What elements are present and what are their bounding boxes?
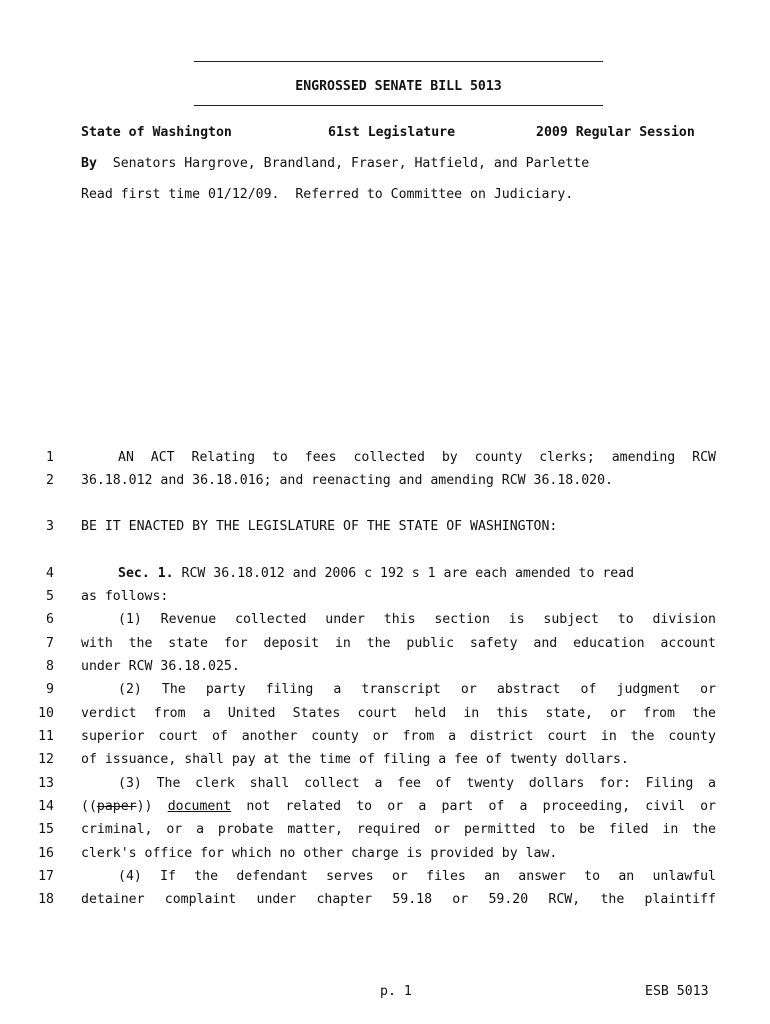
bill-line: (2) The party filing a transcript or abstract of judgment or <box>118 682 716 697</box>
inserted-text: document <box>167 799 232 814</box>
bill-line: of issuance, shall pay at the time of filing a fee of twenty dollars. <box>81 752 629 767</box>
line-number: 2 <box>46 473 54 488</box>
bill-line: AN ACT Relating to fees collected by county clerks; amending RCW <box>118 450 716 465</box>
line-number: 5 <box>46 589 54 604</box>
top-rule <box>194 61 603 62</box>
by-label: By <box>81 156 97 171</box>
line-number: 13 <box>38 776 54 791</box>
line-number: 4 <box>46 566 54 581</box>
line-number: 12 <box>38 752 54 767</box>
session-label: 2009 Regular Session <box>536 125 695 140</box>
bill-line: with the state for deposit in the public safety and education account <box>81 636 716 651</box>
line-number: 17 <box>38 869 54 884</box>
bill-line: under RCW 36.18.025. <box>81 659 240 674</box>
section-heading-line <box>81 566 716 581</box>
line-number: 1 <box>46 450 54 465</box>
read-first-line: Read first time 01/12/09. Referred to Committee on Judiciary. <box>81 187 574 202</box>
line-number: 14 <box>38 799 54 814</box>
line-number: 8 <box>46 659 54 674</box>
bill-line: (3) The clerk shall collect a fee of twenty dollars for: Filing a <box>118 776 716 791</box>
line-number: 18 <box>38 892 54 907</box>
bill-line: superior court of another county or from a district court in the county <box>81 729 716 744</box>
bill-line: 36.18.012 and 36.18.016; and reenacting and amending RCW 36.18.020. <box>81 473 613 488</box>
line-number: 11 <box>38 729 54 744</box>
line-number: 6 <box>46 612 54 627</box>
struck-text: paper <box>96 799 137 814</box>
bill-line: criminal, or a probate matter, required or permitted to be filed in the <box>81 822 716 837</box>
amended-line <box>81 799 716 814</box>
line-number: 7 <box>46 636 54 651</box>
bill-line: as follows: <box>81 589 169 604</box>
bill-line: verdict from a United States court held in this state, or from the <box>81 706 716 721</box>
line-number: 15 <box>38 822 54 837</box>
enacting-clause: BE IT ENACTED BY THE LEGISLATURE OF THE STATE OF WASHINGTON: <box>81 519 558 534</box>
page-number: p. 1 <box>380 984 412 999</box>
title-rule <box>194 105 603 106</box>
section-label: Sec. 1. <box>118 566 174 581</box>
bill-line: detainer complaint under chapter 59.18 or 59.20 RCW, the plaintiff <box>81 892 716 907</box>
bill-line: (1) Revenue collected under this section is subject to division <box>118 612 716 627</box>
legislature-label: 61st Legislature <box>328 125 456 140</box>
bill-line-text: not related to or a part of a proceeding, civil or <box>246 799 716 814</box>
line-number: 10 <box>38 706 54 721</box>
bill-line: clerk's office for which no other charge is provided by law. <box>81 846 558 861</box>
line-number: 16 <box>38 846 54 861</box>
open-parens: (( <box>81 799 97 814</box>
close-parens: )) <box>136 799 153 814</box>
bill-line-text: RCW 36.18.012 and 2006 c 192 s 1 are each amended to read <box>181 566 635 581</box>
line-number: 9 <box>46 682 54 697</box>
sponsors: Senators Hargrove, Brandland, Fraser, Hatfield, and Parlette <box>112 156 590 171</box>
state-label: State of Washington <box>81 125 232 140</box>
line-number: 3 <box>46 519 54 534</box>
bill-id-footer: ESB 5013 <box>645 984 709 999</box>
bill-line: (4) If the defendant serves or files an answer to an unlawful <box>118 869 716 884</box>
bill-title: ENGROSSED SENATE BILL 5013 <box>295 79 502 94</box>
sponsors-line <box>81 156 589 171</box>
